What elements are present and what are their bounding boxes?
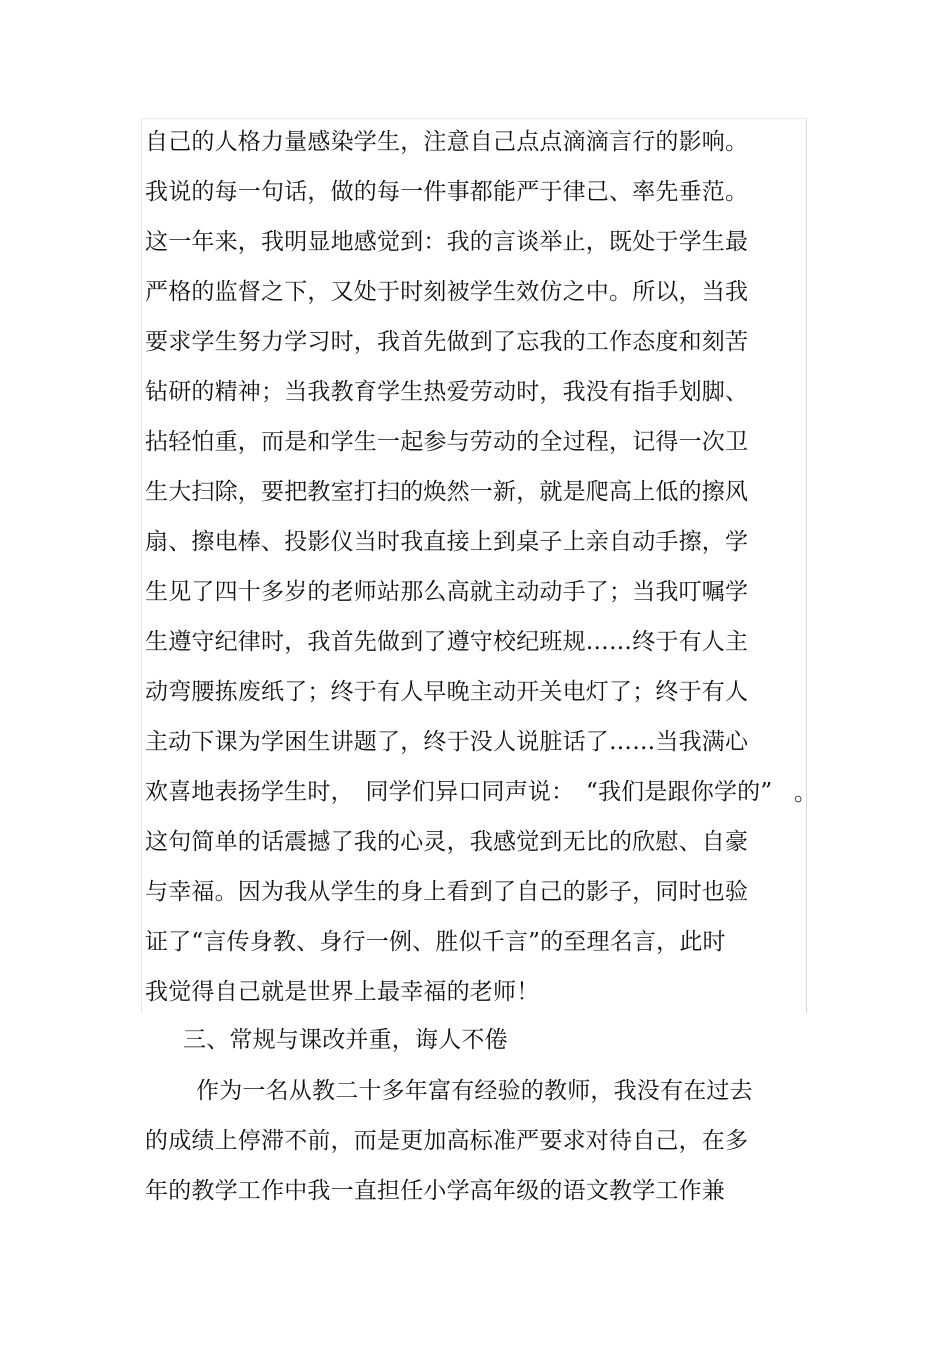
body-line: 作为一名从教二十多年富有经验的教师，我没有在过去 bbox=[196, 1078, 753, 1104]
text-line: 要求学生努力学习时，我首先做到了忘我的工作态度和刻苦 bbox=[145, 329, 749, 355]
text-line: 动弯腰拣废纸了；终于有人早晚主动开关电灯了；终于有人 bbox=[145, 679, 749, 705]
text-line: 生见了四十多岁的老师站那么高就主动动手了；当我叮嘱学 bbox=[145, 579, 749, 605]
text-line: 生遵守纪律时，我首先做到了遵守校纪班规……终于有人主 bbox=[145, 629, 749, 655]
text-line: 扇、擦电棒、投影仪当时我直接上到桌子上亲自动手擦，学 bbox=[145, 529, 749, 555]
trailing-period: 。 bbox=[794, 780, 817, 806]
text-line: 与幸福。因为我从学生的身上看到了自己的影子，同时也验 bbox=[145, 879, 749, 905]
text-line: 自己的人格力量感染学生，注意自己点点滴滴言行的影响。 bbox=[145, 129, 749, 155]
text-line: 欢喜地表扬学生时， 同学们异口同声说： “我们是跟你学的” bbox=[145, 779, 773, 805]
text-line: 我说的每一句话，做的每一件事都能严于律己、率先垂范。 bbox=[145, 179, 749, 205]
body-line: 年的教学工作中我一直担任小学高年级的语文教学工作兼 bbox=[145, 1178, 725, 1204]
text-line: 证了“言传身教、身行一例、胜似千言”的至理名言，此时 bbox=[145, 929, 726, 955]
text-line: 这句简单的话震撼了我的心灵，我感觉到无比的欣慰、自豪 bbox=[145, 829, 749, 855]
text-line: 生大扫除，要把教室打扫的焕然一新，就是爬高上低的擦风 bbox=[145, 479, 749, 505]
section-heading: 三、常规与课改并重，诲人不倦 bbox=[183, 1027, 508, 1053]
text-line: 严格的监督之下，又处于时刻被学生效仿之中。所以，当我 bbox=[145, 279, 749, 305]
text-line: 拈轻怕重，而是和学生一起参与劳动的全过程，记得一次卫 bbox=[145, 429, 749, 455]
text-line: 这一年来，我明显地感觉到：我的言谈举止，既处于学生最 bbox=[145, 229, 749, 255]
text-line: 钻研的精神；当我教育学生热爱劳动时，我没有指手划脚、 bbox=[145, 379, 749, 405]
text-line: 我觉得自己就是世界上最幸福的老师！ bbox=[145, 979, 540, 1005]
body-line: 的成绩上停滞不前，而是更加高标准严要求对待自己，在多 bbox=[145, 1128, 749, 1154]
text-line: 主动下课为学困生讲题了，终于没人说脏话了……当我满心 bbox=[145, 729, 749, 755]
